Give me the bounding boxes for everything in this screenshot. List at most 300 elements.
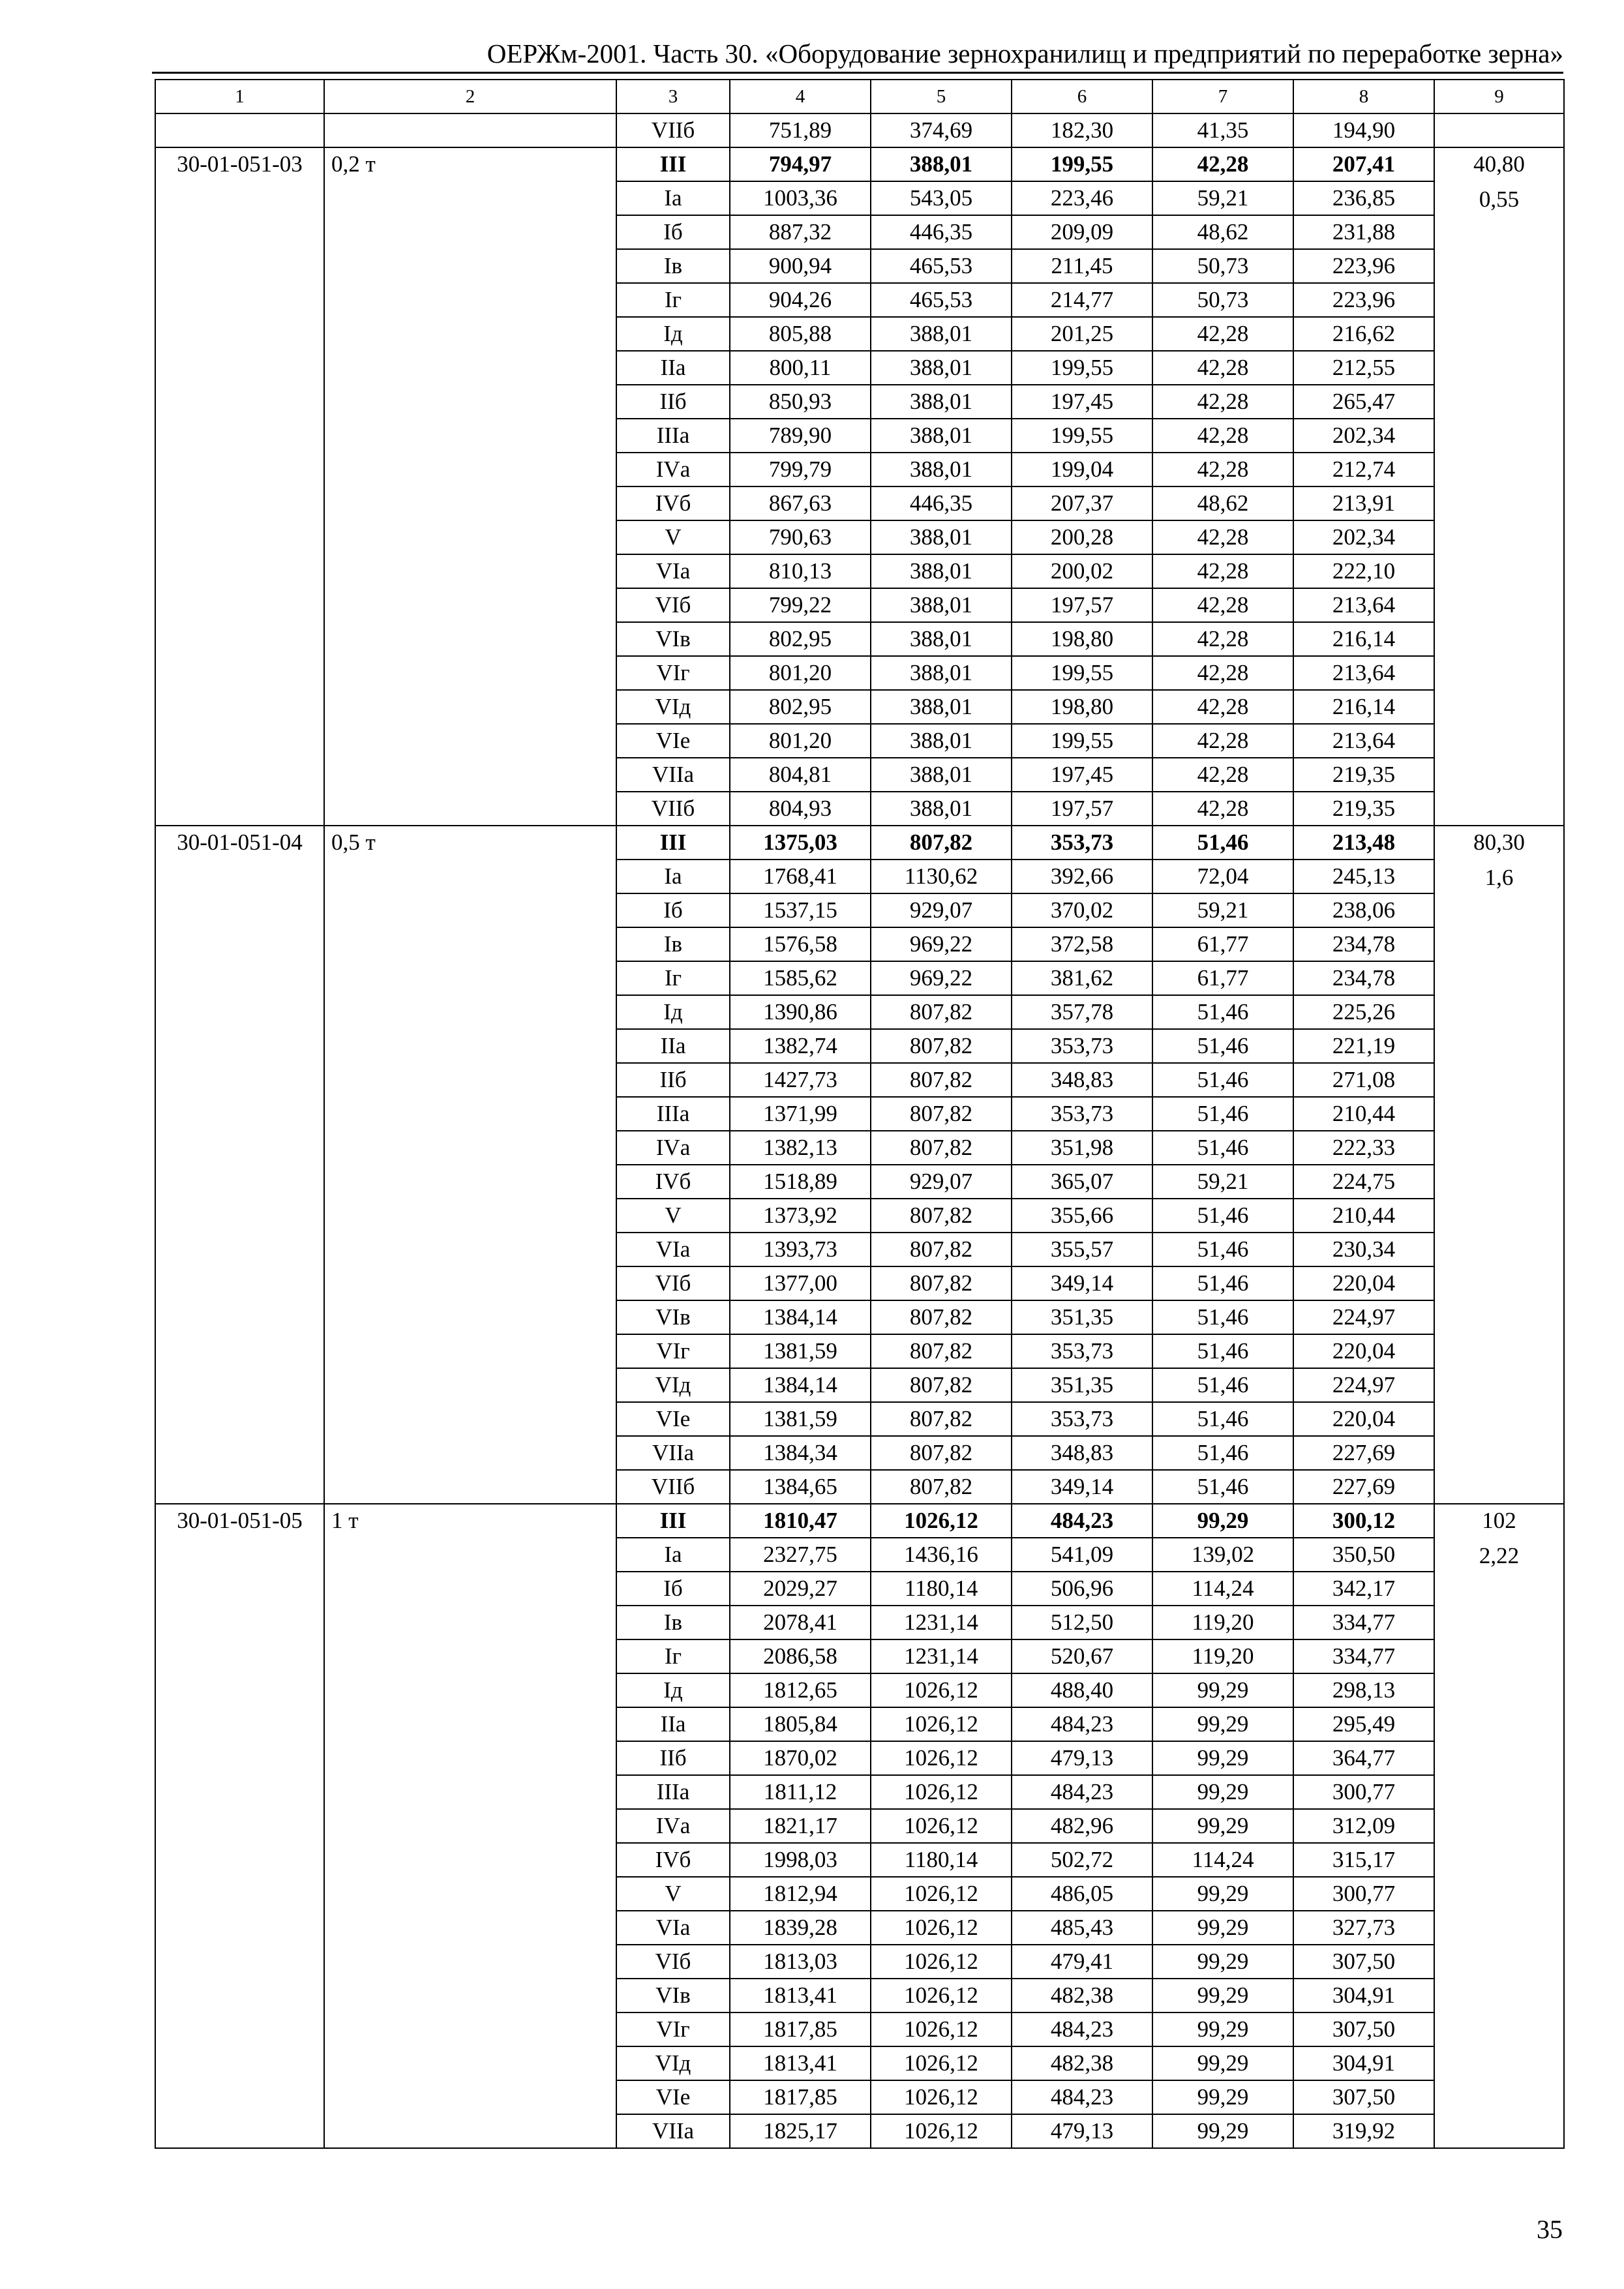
value-cell: 1382,13 (730, 1131, 871, 1165)
zone-cell: VIа (616, 1233, 730, 1266)
zone-cell: IIа (616, 1707, 730, 1741)
value-cell: 1576,58 (730, 927, 871, 961)
value-cell: 465,53 (871, 249, 1012, 283)
value-cell: 307,50 (1293, 1945, 1434, 1979)
column-number: 6 (1012, 80, 1152, 113)
zone-cell: Iв (616, 1606, 730, 1639)
zone-cell: IVа (616, 1809, 730, 1843)
code-cell: 30-01-051-04 (155, 826, 324, 1504)
value-cell: 353,73 (1012, 826, 1152, 860)
value-cell: 807,82 (871, 1334, 1012, 1368)
value-cell: 484,23 (1012, 1775, 1152, 1809)
zone-cell: VIе (616, 1402, 730, 1436)
value-cell: 1384,14 (730, 1368, 871, 1402)
value-cell: 1003,36 (730, 181, 871, 215)
value-cell: 51,46 (1152, 1131, 1293, 1165)
value-cell: 99,29 (1152, 2080, 1293, 2114)
value-cell: 351,98 (1012, 1131, 1152, 1165)
zone-cell: VIг (616, 1334, 730, 1368)
value-cell: 482,38 (1012, 1979, 1152, 2012)
value-cell: 388,01 (871, 453, 1012, 486)
column-number: 4 (730, 80, 871, 113)
value-cell: 348,83 (1012, 1436, 1152, 1470)
value-cell: 199,04 (1012, 453, 1152, 486)
code-cell: 30-01-051-05 (155, 1504, 324, 2148)
value-cell: 202,34 (1293, 520, 1434, 554)
zone-cell: Iб (616, 1572, 730, 1606)
value-cell: 1998,03 (730, 1843, 871, 1877)
value-cell: 1371,99 (730, 1097, 871, 1131)
rates-table-body (155, 80, 1564, 2148)
value-cell: 484,23 (1012, 1504, 1152, 1538)
value-cell: 220,04 (1293, 1266, 1434, 1300)
value-cell: 1812,94 (730, 1877, 871, 1911)
value-cell: 541,09 (1012, 1538, 1152, 1572)
value-cell: 1026,12 (871, 1945, 1012, 1979)
value-cell: 801,20 (730, 724, 871, 758)
zone-cell: VIIа (616, 758, 730, 792)
value-cell: 214,77 (1012, 283, 1152, 317)
extra-cell (1434, 113, 1564, 147)
value-cell: 349,14 (1012, 1470, 1152, 1504)
value-cell: 42,28 (1152, 690, 1293, 724)
value-cell: 1811,12 (730, 1775, 871, 1809)
value-cell: 99,29 (1152, 1979, 1293, 2012)
value-cell: 2327,75 (730, 1538, 871, 1572)
value-cell: 388,01 (871, 419, 1012, 453)
value-cell: 1813,03 (730, 1945, 871, 1979)
value-cell: 197,45 (1012, 758, 1152, 792)
value-cell: 486,05 (1012, 1877, 1152, 1911)
extra-cell (1434, 147, 1564, 826)
zone-cell: Iа (616, 181, 730, 215)
value-cell: 388,01 (871, 690, 1012, 724)
value-cell: 319,92 (1293, 2114, 1434, 2148)
zone-cell: VIв (616, 1979, 730, 2012)
value-cell: 807,82 (871, 1300, 1012, 1334)
zone-cell: VIг (616, 2012, 730, 2046)
value-cell: 1130,62 (871, 860, 1012, 893)
value-cell: 327,73 (1293, 1911, 1434, 1945)
zone-cell: VIа (616, 1911, 730, 1945)
value-cell: 488,40 (1012, 1673, 1152, 1707)
value-cell: 99,29 (1152, 1707, 1293, 1741)
value-cell: 2086,58 (730, 1639, 871, 1673)
zone-cell: III (616, 1504, 730, 1538)
value-cell: 200,28 (1012, 520, 1152, 554)
value-cell: 219,35 (1293, 792, 1434, 826)
zone-cell: VIIб (616, 113, 730, 147)
value-cell: 223,96 (1293, 283, 1434, 317)
value-cell: 213,64 (1293, 656, 1434, 690)
value-cell: 220,04 (1293, 1402, 1434, 1436)
value-cell: 1026,12 (871, 1707, 1012, 1741)
value-cell: 42,28 (1152, 453, 1293, 486)
value-cell: 99,29 (1152, 1877, 1293, 1911)
extra-value: 1,6 (1484, 865, 1514, 890)
value-cell: 794,97 (730, 147, 871, 181)
rates-table (155, 79, 1565, 2149)
value-cell: 388,01 (871, 385, 1012, 419)
value-cell: 1382,74 (730, 1029, 871, 1063)
value-cell: 1817,85 (730, 2012, 871, 2046)
value-cell: 512,50 (1012, 1606, 1152, 1639)
value-cell: 216,62 (1293, 317, 1434, 351)
value-cell: 1026,12 (871, 1741, 1012, 1775)
value-cell: 1518,89 (730, 1165, 871, 1199)
value-cell: 807,82 (871, 1131, 1012, 1165)
value-cell: 372,58 (1012, 927, 1152, 961)
column-number: 2 (324, 80, 616, 113)
value-cell: 334,77 (1293, 1606, 1434, 1639)
value-cell: 1026,12 (871, 2046, 1012, 2080)
value-cell: 224,97 (1293, 1368, 1434, 1402)
value-cell: 51,46 (1152, 1097, 1293, 1131)
value-cell: 1026,12 (871, 1877, 1012, 1911)
value-cell: 1813,41 (730, 2046, 871, 2080)
value-cell: 221,19 (1293, 1029, 1434, 1063)
zone-cell: VIб (616, 1266, 730, 1300)
zone-cell: VIв (616, 622, 730, 656)
zone-cell: IIIа (616, 419, 730, 453)
value-cell: 349,14 (1012, 1266, 1152, 1300)
value-cell: 807,82 (871, 1266, 1012, 1300)
value-cell: 59,21 (1152, 893, 1293, 927)
value-cell: 197,45 (1012, 385, 1152, 419)
value-cell: 801,20 (730, 656, 871, 690)
value-cell: 484,23 (1012, 2080, 1152, 2114)
value-cell: 388,01 (871, 792, 1012, 826)
value-cell: 810,13 (730, 554, 871, 588)
value-cell: 1180,14 (871, 1843, 1012, 1877)
value-cell: 99,29 (1152, 1504, 1293, 1538)
value-cell: 1026,12 (871, 1809, 1012, 1843)
value-cell: 904,26 (730, 283, 871, 317)
zone-cell: VIд (616, 1368, 730, 1402)
zone-cell: Iг (616, 1639, 730, 1673)
value-cell: 800,11 (730, 351, 871, 385)
value-cell: 223,96 (1293, 249, 1434, 283)
value-cell: 61,77 (1152, 927, 1293, 961)
value-cell: 802,95 (730, 690, 871, 724)
zone-cell: VIIб (616, 792, 730, 826)
zone-cell: VIIа (616, 1436, 730, 1470)
column-number: 3 (616, 80, 730, 113)
value-cell: 1377,00 (730, 1266, 871, 1300)
value-cell: 388,01 (871, 147, 1012, 181)
zone-cell: IVб (616, 1843, 730, 1877)
value-cell: 197,57 (1012, 588, 1152, 622)
zone-cell: IIб (616, 1741, 730, 1775)
zone-cell: Iб (616, 215, 730, 249)
value-cell: 520,67 (1012, 1639, 1152, 1673)
value-cell: 867,63 (730, 486, 871, 520)
page-number: 35 (1537, 2215, 1563, 2244)
value-cell: 353,73 (1012, 1029, 1152, 1063)
zone-cell: VIд (616, 690, 730, 724)
zone-cell: Iв (616, 249, 730, 283)
value-cell: 304,91 (1293, 1979, 1434, 2012)
value-cell: 2078,41 (730, 1606, 871, 1639)
value-cell: 1825,17 (730, 2114, 871, 2148)
value-cell: 230,34 (1293, 1233, 1434, 1266)
value-cell: 1026,12 (871, 1911, 1012, 1945)
value-cell: 1026,12 (871, 1673, 1012, 1707)
value-cell: 224,75 (1293, 1165, 1434, 1199)
zone-cell: IVб (616, 486, 730, 520)
value-cell: 42,28 (1152, 520, 1293, 554)
value-cell: 807,82 (871, 1029, 1012, 1063)
value-cell: 72,04 (1152, 860, 1293, 893)
value-cell: 231,88 (1293, 215, 1434, 249)
value-cell: 353,73 (1012, 1097, 1152, 1131)
value-cell: 199,55 (1012, 724, 1152, 758)
zone-cell: VIб (616, 1945, 730, 1979)
value-cell: 799,79 (730, 453, 871, 486)
value-cell: 929,07 (871, 893, 1012, 927)
value-cell: 199,55 (1012, 351, 1152, 385)
value-cell: 300,12 (1293, 1504, 1434, 1538)
value-cell: 370,02 (1012, 893, 1152, 927)
value-cell: 42,28 (1152, 351, 1293, 385)
code-cell: 30-01-051-03 (155, 147, 324, 826)
value-cell: 225,26 (1293, 995, 1434, 1029)
zone-cell: IVа (616, 1131, 730, 1165)
value-cell: 199,55 (1012, 419, 1152, 453)
value-cell: 446,35 (871, 486, 1012, 520)
value-cell: 392,66 (1012, 860, 1152, 893)
name-cell: 0,2 т (324, 147, 616, 826)
value-cell: 211,45 (1012, 249, 1152, 283)
value-cell: 227,69 (1293, 1436, 1434, 1470)
zone-cell: Iд (616, 317, 730, 351)
value-cell: 388,01 (871, 588, 1012, 622)
value-cell: 42,28 (1152, 554, 1293, 588)
value-cell: 807,82 (871, 1063, 1012, 1097)
value-cell: 48,62 (1152, 215, 1293, 249)
value-cell: 42,28 (1152, 317, 1293, 351)
value-cell: 42,28 (1152, 419, 1293, 453)
zone-cell: Iб (616, 893, 730, 927)
value-cell: 216,14 (1293, 690, 1434, 724)
value-cell: 357,78 (1012, 995, 1152, 1029)
value-cell: 804,81 (730, 758, 871, 792)
value-cell: 234,78 (1293, 961, 1434, 995)
value-cell: 1810,47 (730, 1504, 871, 1538)
value-cell: 465,53 (871, 283, 1012, 317)
value-cell: 234,78 (1293, 927, 1434, 961)
column-number: 7 (1152, 80, 1293, 113)
zone-cell: Iа (616, 860, 730, 893)
extra-cell (1434, 1504, 1564, 2148)
value-cell: 223,46 (1012, 181, 1152, 215)
value-cell: 1026,12 (871, 2012, 1012, 2046)
value-cell: 213,64 (1293, 588, 1434, 622)
value-cell: 1231,14 (871, 1606, 1012, 1639)
extra-value: 2,22 (1479, 1543, 1520, 1568)
value-cell: 298,13 (1293, 1673, 1434, 1707)
zone-cell: Iг (616, 283, 730, 317)
value-cell: 99,29 (1152, 2114, 1293, 2148)
value-cell: 479,41 (1012, 1945, 1152, 1979)
value-cell: 51,46 (1152, 1266, 1293, 1300)
value-cell: 364,77 (1293, 1741, 1434, 1775)
value-cell: 374,69 (871, 113, 1012, 147)
value-cell: 99,29 (1152, 1673, 1293, 1707)
zone-cell: VIе (616, 2080, 730, 2114)
value-cell: 485,43 (1012, 1911, 1152, 1945)
value-cell: 388,01 (871, 724, 1012, 758)
zone-cell: IIа (616, 351, 730, 385)
value-cell: 1436,16 (871, 1538, 1012, 1572)
value-cell: 1026,12 (871, 1504, 1012, 1538)
extra-value: 40,80 (1473, 151, 1525, 177)
zone-cell: VIа (616, 554, 730, 588)
zone-cell: V (616, 1877, 730, 1911)
value-cell: 1390,86 (730, 995, 871, 1029)
value-cell: 42,28 (1152, 656, 1293, 690)
value-cell: 1839,28 (730, 1911, 871, 1945)
value-cell: 479,13 (1012, 2114, 1152, 2148)
value-cell: 353,73 (1012, 1402, 1152, 1436)
value-cell: 50,73 (1152, 249, 1293, 283)
value-cell: 1812,65 (730, 1673, 871, 1707)
value-cell: 201,25 (1012, 317, 1152, 351)
zone-cell: IIIа (616, 1775, 730, 1809)
name-cell: 0,5 т (324, 826, 616, 1504)
value-cell: 506,96 (1012, 1572, 1152, 1606)
value-cell: 502,72 (1012, 1843, 1152, 1877)
value-cell: 789,90 (730, 419, 871, 453)
zone-cell: IVа (616, 453, 730, 486)
value-cell: 365,07 (1012, 1165, 1152, 1199)
value-cell: 1026,12 (871, 1979, 1012, 2012)
name-cell (324, 113, 616, 147)
table-row-base (155, 826, 1564, 860)
value-cell: 51,46 (1152, 1402, 1293, 1436)
column-number-row (155, 80, 1564, 113)
value-cell: 182,30 (1012, 113, 1152, 147)
value-cell: 969,22 (871, 927, 1012, 961)
value-cell: 212,55 (1293, 351, 1434, 385)
value-cell: 119,20 (1152, 1639, 1293, 1673)
value-cell: 350,50 (1293, 1538, 1434, 1572)
value-cell: 807,82 (871, 1368, 1012, 1402)
value-cell: 1381,59 (730, 1402, 871, 1436)
value-cell: 1427,73 (730, 1063, 871, 1097)
value-cell: 388,01 (871, 351, 1012, 385)
value-cell: 802,95 (730, 622, 871, 656)
value-cell: 1375,03 (730, 826, 871, 860)
zone-cell: IIб (616, 385, 730, 419)
value-cell: 202,34 (1293, 419, 1434, 453)
table-row-base (155, 1504, 1564, 1538)
value-cell: 342,17 (1293, 1572, 1434, 1606)
value-cell: 48,62 (1152, 486, 1293, 520)
value-cell: 219,35 (1293, 758, 1434, 792)
value-cell: 807,82 (871, 1097, 1012, 1131)
extra-value: 0,55 (1479, 187, 1520, 212)
value-cell: 59,21 (1152, 181, 1293, 215)
value-cell: 312,09 (1293, 1809, 1434, 1843)
value-cell: 42,28 (1152, 622, 1293, 656)
zone-cell: VIв (616, 1300, 730, 1334)
value-cell: 114,24 (1152, 1572, 1293, 1606)
zone-cell: V (616, 1199, 730, 1233)
value-cell: 348,83 (1012, 1063, 1152, 1097)
value-cell: 799,22 (730, 588, 871, 622)
value-cell: 99,29 (1152, 2046, 1293, 2080)
value-cell: 213,64 (1293, 724, 1434, 758)
zone-cell: VIе (616, 724, 730, 758)
value-cell: 210,44 (1293, 1199, 1434, 1233)
zone-cell: V (616, 520, 730, 554)
value-cell: 198,80 (1012, 622, 1152, 656)
value-cell: 1817,85 (730, 2080, 871, 2114)
value-cell: 1768,41 (730, 860, 871, 893)
value-cell: 51,46 (1152, 1368, 1293, 1402)
value-cell: 1180,14 (871, 1572, 1012, 1606)
value-cell: 42,28 (1152, 792, 1293, 826)
value-cell: 1381,59 (730, 1334, 871, 1368)
value-cell: 51,46 (1152, 1029, 1293, 1063)
value-cell: 198,80 (1012, 690, 1152, 724)
value-cell: 482,96 (1012, 1809, 1152, 1843)
value-cell: 969,22 (871, 961, 1012, 995)
value-cell: 850,93 (730, 385, 871, 419)
value-cell: 388,01 (871, 622, 1012, 656)
value-cell: 300,77 (1293, 1775, 1434, 1809)
value-cell: 900,94 (730, 249, 871, 283)
value-cell: 751,89 (730, 113, 871, 147)
value-cell: 1813,41 (730, 1979, 871, 2012)
value-cell: 807,82 (871, 1470, 1012, 1504)
value-cell: 42,28 (1152, 385, 1293, 419)
extra-cell (1434, 826, 1564, 1504)
value-cell: 51,46 (1152, 1300, 1293, 1334)
value-cell: 139,02 (1152, 1538, 1293, 1572)
value-cell: 355,66 (1012, 1199, 1152, 1233)
column-number: 1 (155, 80, 324, 113)
value-cell: 1585,62 (730, 961, 871, 995)
value-cell: 315,17 (1293, 1843, 1434, 1877)
value-cell: 2029,27 (730, 1572, 871, 1606)
value-cell: 199,55 (1012, 656, 1152, 690)
value-cell: 59,21 (1152, 1165, 1293, 1199)
column-number: 8 (1293, 80, 1434, 113)
value-cell: 300,77 (1293, 1877, 1434, 1911)
value-cell: 1393,73 (730, 1233, 871, 1266)
value-cell: 307,50 (1293, 2080, 1434, 2114)
value-cell: 50,73 (1152, 283, 1293, 317)
value-cell: 41,35 (1152, 113, 1293, 147)
value-cell: 236,85 (1293, 181, 1434, 215)
value-cell: 51,46 (1152, 1233, 1293, 1266)
extra-value: 102 (1482, 1508, 1516, 1533)
value-cell: 222,33 (1293, 1131, 1434, 1165)
value-cell: 199,55 (1012, 147, 1152, 181)
column-number: 5 (871, 80, 1012, 113)
value-cell: 222,10 (1293, 554, 1434, 588)
value-cell: 1384,14 (730, 1300, 871, 1334)
zone-cell: IIIа (616, 1097, 730, 1131)
value-cell: 99,29 (1152, 1741, 1293, 1775)
value-cell: 446,35 (871, 215, 1012, 249)
value-cell: 807,82 (871, 995, 1012, 1029)
value-cell: 51,46 (1152, 995, 1293, 1029)
value-cell: 307,50 (1293, 2012, 1434, 2046)
table-row-base (155, 147, 1564, 181)
